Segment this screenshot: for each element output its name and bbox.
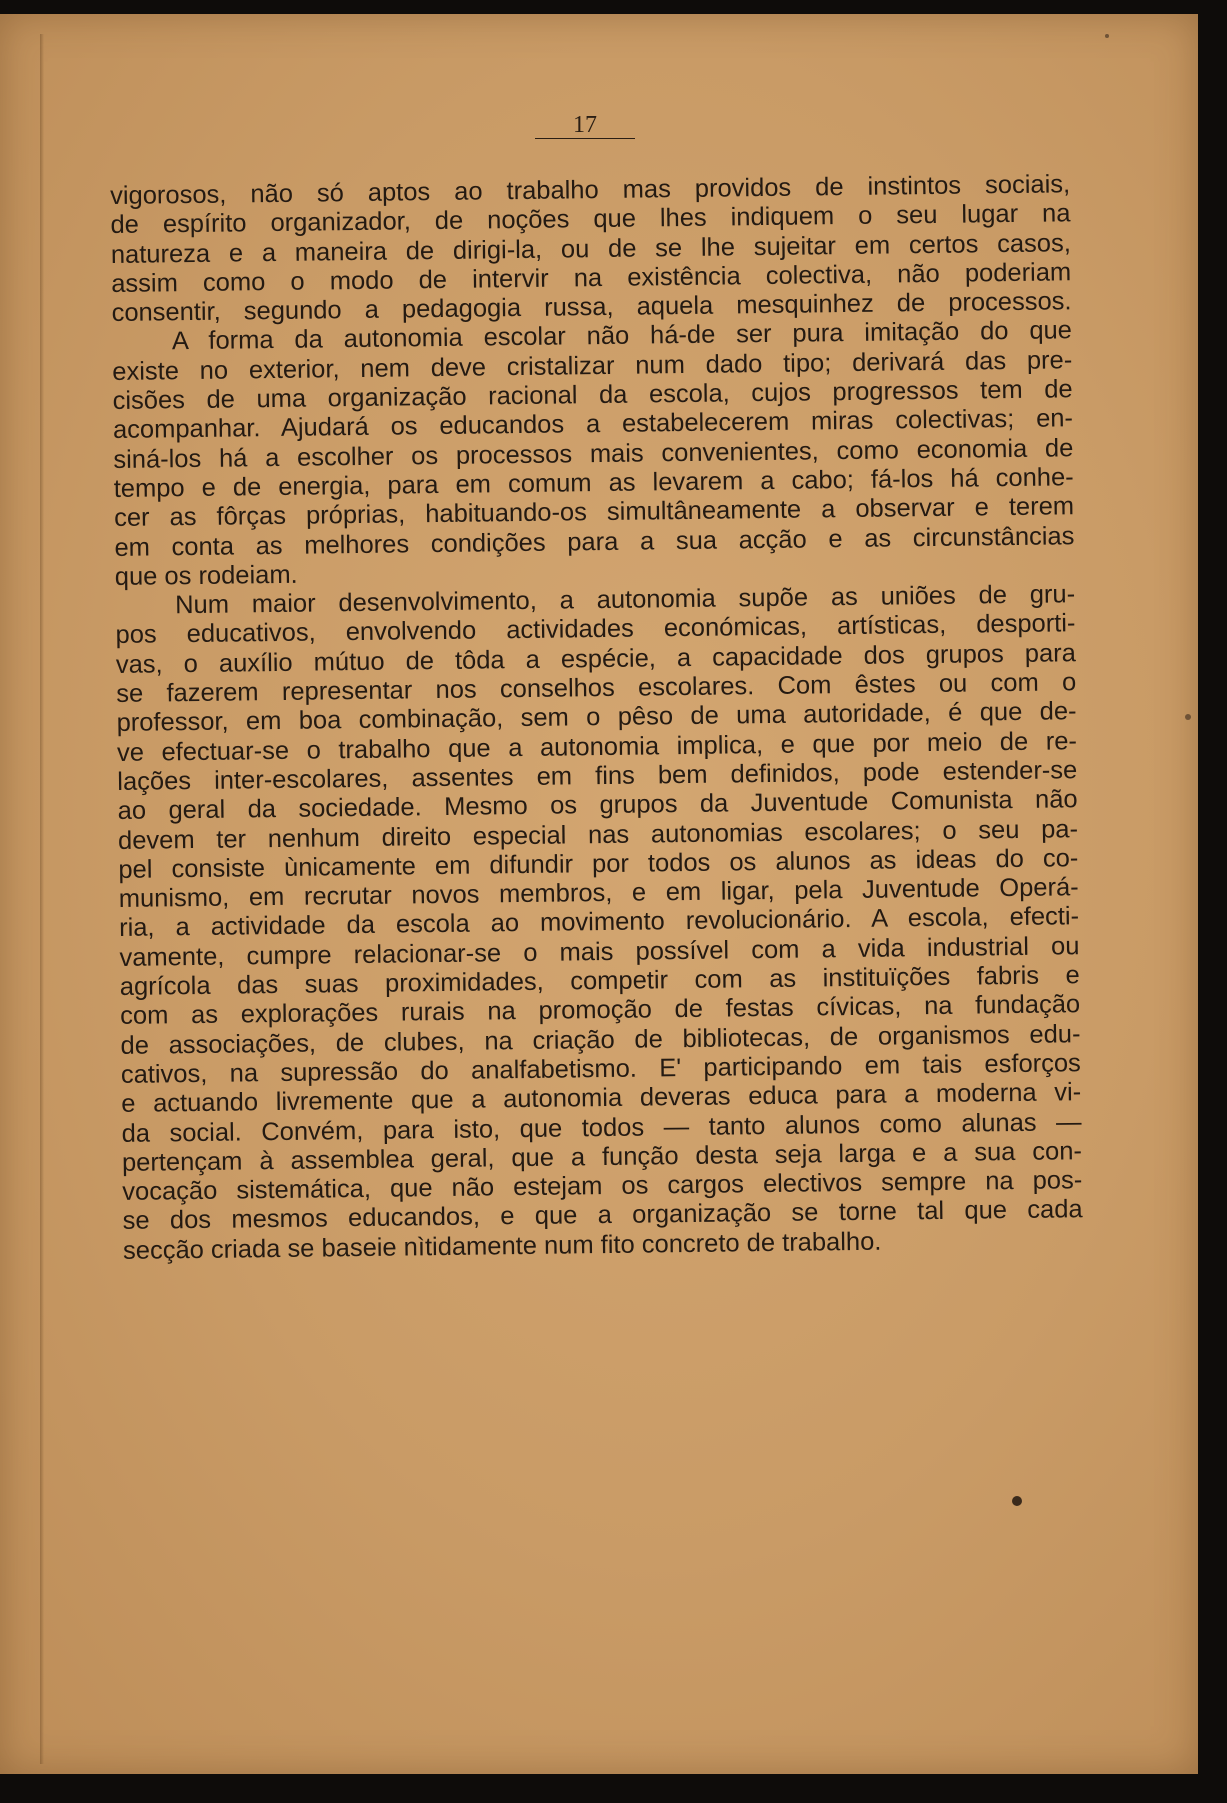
body-text: [110, 170, 1083, 1266]
text-line: pertençam à assemblea geral, que a função desta seja larga e a sua con-: [121, 1136, 1083, 1177]
text-line: vocação sistemática, que não estejam os cargos electivos sempre na pos-: [122, 1166, 1083, 1207]
text-line: Num maior desenvolvimento, a autonomia supõe as uniões de gru-: [175, 580, 1076, 620]
text-line: existe no exterior, nem deve cristalizar num dado tipo; derivará das pre-: [112, 346, 1073, 386]
text-line: vigorosos, não só aptos ao trabalho mas providos de instintos sociais,: [110, 170, 1071, 210]
page-number: 17: [535, 112, 635, 139]
paper-speck: [1012, 1496, 1022, 1506]
text-line: da social. Convém, para isto, que todos — tanto alunos como alunas —: [121, 1107, 1082, 1148]
text-line: ao geral da sociedade. Mesmo os grupos da Juventude Comunista não: [117, 785, 1078, 826]
text-line: siná-los há a escolher os processos mais convenientes, como economia de: [113, 433, 1074, 474]
text-line: de espírito organizador, de noções que lhes indiquem o seu lugar na: [110, 199, 1071, 240]
text-line: assim como o modo de intervir na existência colectiva, não poderiam: [111, 258, 1072, 298]
paper-speck: [1185, 714, 1191, 720]
text-line: cisões de uma organização racional da escola, cujos progressos tem de: [112, 375, 1073, 416]
text-line: vamente, cumpre relacionar-se o mais possível com a vida industrial ou: [119, 931, 1080, 972]
text-line: consentir, segundo a pedagogia russa, aquela mesquinhez de processos.: [111, 287, 1072, 328]
paper-speck: [1105, 34, 1109, 38]
book-page: [0, 14, 1198, 1774]
text-line: e actuando livremente que a autonomia deveras educa para a moderna vi-: [121, 1078, 1082, 1119]
text-line: devem ter nenhum direito especial nas autonomias escolares; o seu pa-: [117, 814, 1079, 855]
text-line: secção criada se baseie nìtidamente num fito concreto de trabalho.: [122, 1227, 882, 1265]
text-line: vas, o auxílio mútuo de tôda a espécie, a capacidade dos grupos para: [115, 638, 1076, 679]
page-binding-edge: [40, 34, 44, 1764]
text-line: de associações, de clubes, na criação de bibliotecas, de organismos edu-: [120, 1019, 1081, 1060]
text-line: cer as fôrças próprias, habituando-os simultâneamente a observar e terem: [113, 492, 1075, 533]
text-line: em conta as melhores condições para a sua acção e as circunstâncias: [114, 521, 1075, 562]
text-line: cativos, na supressão do analfabetismo. E' participando em tais esforços: [120, 1049, 1082, 1089]
text-line: munismo, em recrutar novos membros, e em ligar, pela Juventude Operá-: [118, 873, 1079, 914]
text-line: ria, a actividade da escola ao movimento revolucionário. A escola, efecti-: [118, 902, 1080, 943]
text-line: que os rodeiam.: [114, 560, 298, 591]
text-line: ve efectuar-se o trabalho que a autonomia implica, e que por meio de re-: [116, 726, 1078, 767]
text-line: tempo e de energia, para em comum as levarem a cabo; fá-los há conhe-: [113, 463, 1074, 503]
text-line: natureza e a maneira de dirigi-la, ou de se lhe sujeitar em certos casos,: [110, 228, 1071, 269]
text-line: pel consiste ùnicamente em difundir por todos os alunos as ideas do co-: [118, 844, 1079, 884]
text-line: com as explorações rurais na promoção de festas cívicas, na fundação: [120, 990, 1081, 1031]
text-line: professor, em boa combinação, sem o pêso de uma autoridade, é que de-: [116, 697, 1077, 738]
text-line: se fazerem representar nos conselhos escolares. Com êstes ou com o: [116, 668, 1077, 709]
text-line: lações inter-escolares, assentes em fins bem definidos, pode estender-se: [117, 756, 1078, 796]
text-line: A forma da autonomia escolar não há-de ser pura imitação do que: [171, 316, 1073, 356]
text-line: acompanhar. Ajudará os educandos a estabelecerem miras colectivas; en-: [112, 404, 1074, 445]
text-line: pos educativos, envolvendo actividades económicas, artísticas, desporti-: [115, 609, 1076, 650]
text-line: se dos mesmos educandos, e que a organização se torne tal que cada: [122, 1195, 1083, 1236]
text-line: agrícola das suas proximidades, competir com as instituïções fabris e: [119, 961, 1080, 1001]
